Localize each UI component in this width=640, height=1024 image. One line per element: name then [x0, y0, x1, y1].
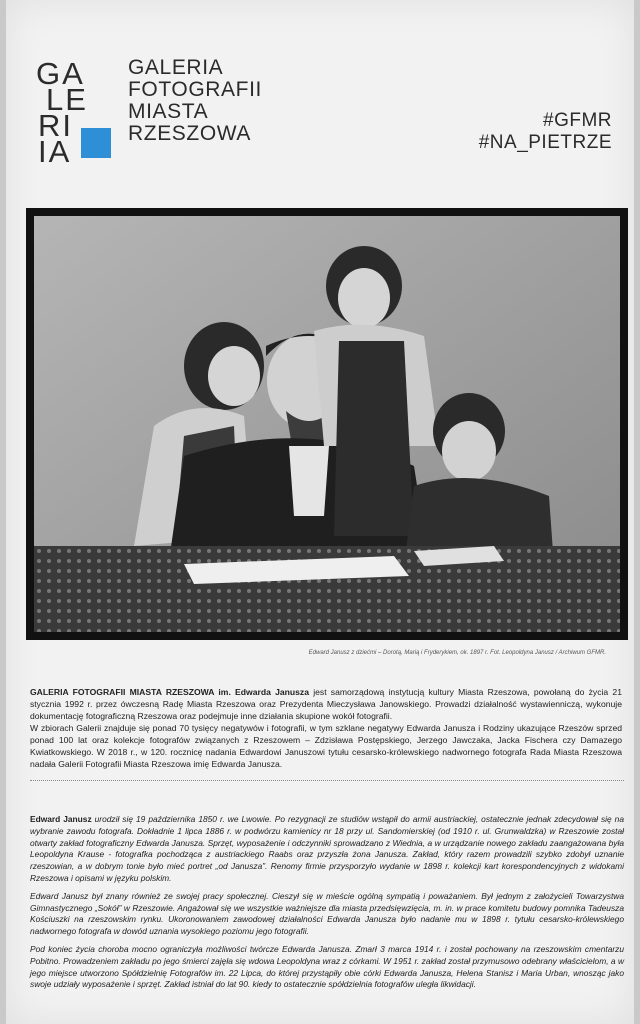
- family-photo-illustration: [34, 216, 620, 632]
- gallery-name-line1: GALERIA: [128, 56, 224, 79]
- section-divider: [30, 780, 624, 781]
- logo-letters-ia: IA: [38, 134, 72, 169]
- intro-paragraph-1: [30, 686, 622, 722]
- gallery-name-line2: FOTOGRAFII: [128, 78, 262, 101]
- gallery-logo: [36, 58, 124, 168]
- bio-paragraph-2: Edward Janusz był znany również ze swojej pracy społecznej. Cieszył się w mieście ogólną sympatią i poważaniem. Był jednym z założycieli Towarzystwa Gimnastycznego „Sokół” w Rzeszowie. Angażował się we wszystkie ważniejsze dla miasta przedsięwzięcia, m. in. w prace komitetu budowy pomnika Tadeusza Kościuszki na rzeszowskim rynku. Ukoronowaniem zawodowej działalności Edwarda Janusza było nadanie mu w 1898 r. tytułu cesarsko-królewskiego nadwornego fotografa w dowód uznania wysokiego poziomu jego fotografii.: [30, 890, 624, 937]
- historic-photo-frame: [26, 208, 628, 640]
- photo-caption: Edward Janusz z dziećmi – Dorotą, Marią i Fryderykiem, ok. 1897 r. Fot. Leopoldyna Janusz / Archiwum GFMR.: [308, 650, 606, 656]
- bio-paragraph-1: [30, 814, 624, 885]
- hashtags: [479, 110, 612, 154]
- hashtag-na-pietrze: #NA_PIETRZE: [478, 132, 612, 153]
- logo-letters-ga: GA: [36, 56, 85, 91]
- historic-family-photo: [34, 216, 620, 632]
- edward-janusz-biography: [30, 814, 624, 997]
- intro-paragraph-1-text: jest samorządową instytucją kultury Miasta Rzeszowa, powołaną do życia 21 stycznia 1992 r. przez ówczesną Radę Miasta Rzeszowa oraz Prezydenta Mieczysława Janowskiego. Prowadzi działalność wystawienniczą, wykonuje dokumentację fotograficzną Rzeszowa oraz podejmuje inne działania skupione wokół fotografii.: [30, 687, 622, 721]
- bio-paragraph-1-text: urodził się 19 października 1850 r. we Lwowie. Po rezygnacji ze studiów wstąpił do armii austriackiej, ostatecznie jednak zdecydował się na wybranie zawodu fotografa. Dokładnie 1 lipca 1886 r. w podwórzu kamienicy nr 18 przy ul. Sandomierskiej (od 1910 r. ul. Grunwaldzka) w Rzeszowie został otwarty zakład fotograficzny Edwarda Janusza. Sprzęt, wyposażenie i odczynniki sprowadzano z Wiednia, a w urządzanie nowego zakładu zaangażowana była Leopoldyna Krause - fotografka pochodząca z austriackiego Raabs oraz przyszła żona Janusza. Zakład, który razem prowadzili szybko zdobył uznanie rzeszowian, a w dobrym tonie było mieć portret „od Janusza”. Renomy firmie przysporzyło wydanie w 1898 r. kolekcji kart korespondencyjnych z widokami Rzeszowa i opisami w języku polskim.: [30, 814, 624, 883]
- bio-name: Edward Janusz: [30, 814, 92, 824]
- logo-blue-square: [81, 128, 111, 158]
- exhibition-poster: [6, 0, 634, 1024]
- gallery-name: [128, 57, 262, 145]
- intro-paragraph-2: W zbiorach Galerii znajduje się ponad 70 tysięcy negatywów i fotografii, w tym szklane negatywy Edwarda Janusza i Rodziny ukazujące Rzeszów sprzed ponad 100 lat oraz kolekcje fotografów związanych z Rzeszowem – Zdzisława Postępskiego, Jerzego Jawczaka, Jacka Fischera czy Damazego Kwiatkowskiego. W 2018 r., w 120. rocznicę nadania Edwardowi Januszowi tytułu cesarsko-królewskiego nadwornego fotografa Rada Miasta Rzeszowa nadała Galerii Fotografii Miasta Rzeszowa imię Edwarda Janusza.: [30, 723, 622, 769]
- logo-letters-ri: RI: [38, 108, 73, 143]
- intro-lead: GALERIA FOTOGRAFII MIASTA RZESZOWA im. Edwarda Janusza: [30, 687, 309, 697]
- gallery-name-line4: RZESZOWA: [128, 122, 252, 145]
- hashtag-gfmr: #GFMR: [543, 110, 612, 131]
- gallery-description: [30, 686, 622, 770]
- bio-paragraph-3: Pod koniec życia choroba mocno ograniczyła możliwości twórcze Edwarda Janusza. Zmarł 3 marca 1914 r. i został pochowany na rzeszowskim cmentarzu Pobitno. Prowadzeniem zakładu po jego śmierci zajęła się wdowa Leopoldyna wraz z córkami. W 1951 r. zakład został przymusowo odebrany właścicielom, a w jego miejsce utworzono Spółdzielnię Fotografów im. 22 Lipca, do której przystąpiły obie córki Edwarda Janusza, Helena Stanisz i Maria Urban, wnosząc jako swoje udziały wyposażenie i sprzęt. Zakład istniał do lat 90. kiedy to ostatecznie spółdzielnia fotografów uległa likwidacji.: [30, 943, 624, 990]
- gallery-name-line3: MIASTA: [128, 100, 209, 123]
- logo-letters-le: LE: [46, 82, 88, 117]
